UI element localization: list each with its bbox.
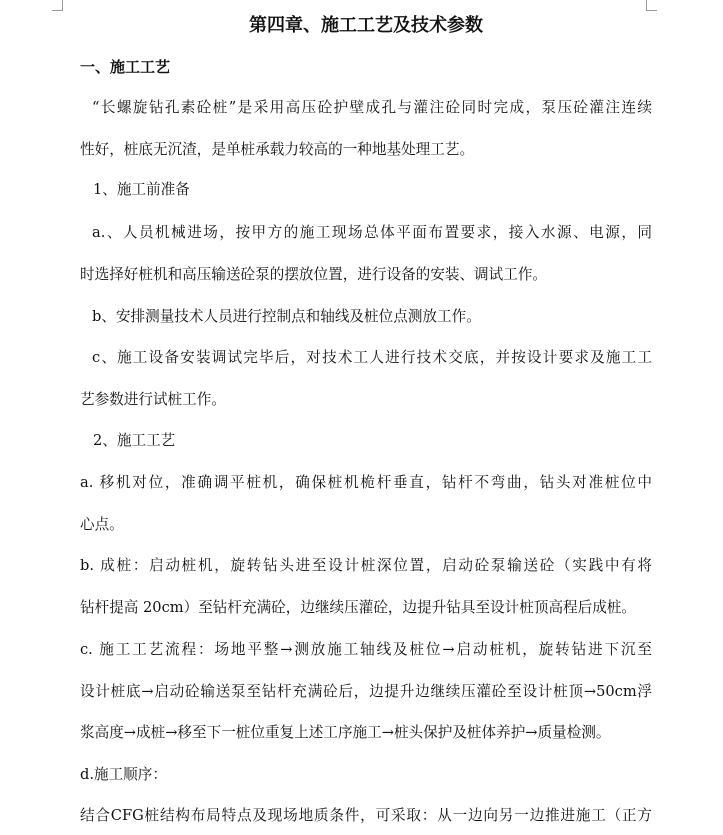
- chapter-title: 第四章、施工工艺及技术参数: [249, 15, 483, 36]
- paragraph-line: a.、人员机械进场，按甲方的施工现场总体平面布置要求，接入水源、电源，同: [92, 224, 652, 241]
- paragraph-line: a. 移机对位，准确调平桩机，确保桩机桅杆垂直，钻杆不弯曲，钻头对准桩位中: [80, 474, 652, 491]
- page-corner-mark-right: [646, 0, 657, 11]
- paragraph-line: b. 成桩：启动桩机，旋转钻头进至设计桩深位置，启动砼泵输送砼（实践中有将: [80, 557, 652, 574]
- paragraph-line: c. 施工工艺流程：场地平整→测放施工轴线及桩位→启动桩机，旋转钻进下沉至: [80, 641, 652, 658]
- paragraph-line: 钻杆提高 20cm）至钻杆充满砼，边继续压灌砼，边提升钻具至设计桩顶高程后成桩。: [80, 599, 637, 616]
- paragraph-line: 时选择好桩机和高压输送砼泵的摆放位置，进行设备的安装、调试工作。: [80, 266, 548, 283]
- page-corner-mark-left: [52, 0, 63, 11]
- paragraph-line: 性好，桩底无沉渣，是单桩承载力较高的一种地基处理工艺。: [80, 141, 475, 158]
- paragraph-line: 艺参数进行试桩工作。: [80, 391, 226, 408]
- subsection-heading-preparation: 1、施工前准备: [93, 181, 190, 198]
- paragraph-line: c、施工设备安装调试完毕后，对技术工人进行技术交底，并按设计要求及施工工: [92, 349, 652, 366]
- section-heading-construction-process: 一、施工工艺: [80, 58, 171, 76]
- paragraph-line: b、安排测量技术人员进行控制点和轴线及桩位点测放工作。: [92, 308, 481, 325]
- subsection-heading-process: 2、施工工艺: [93, 432, 176, 449]
- paragraph-line: d.施工顺序：: [80, 766, 167, 783]
- paragraph-line: 心点。: [80, 516, 124, 533]
- paragraph-line: “长螺旋钻孔素砼桩”是采用高压砼护壁成孔与灌注砼同时完成，泵压砼灌注连续: [92, 99, 652, 116]
- paragraph-line: 结合CFG桩结构布局特点及现场地质条件，可采取：从一边向另一边推进施工（正方: [80, 807, 652, 824]
- paragraph-line: 设计桩底→启动砼输送泵至钻杆充满砼后，边提升边继续压灌砼至设计桩顶→50cm浮: [80, 683, 652, 700]
- paragraph-line: 浆高度→成桩→移至下一桩位重复上述工序施工→桩头保护及桩体养护→质量检测。: [80, 724, 611, 741]
